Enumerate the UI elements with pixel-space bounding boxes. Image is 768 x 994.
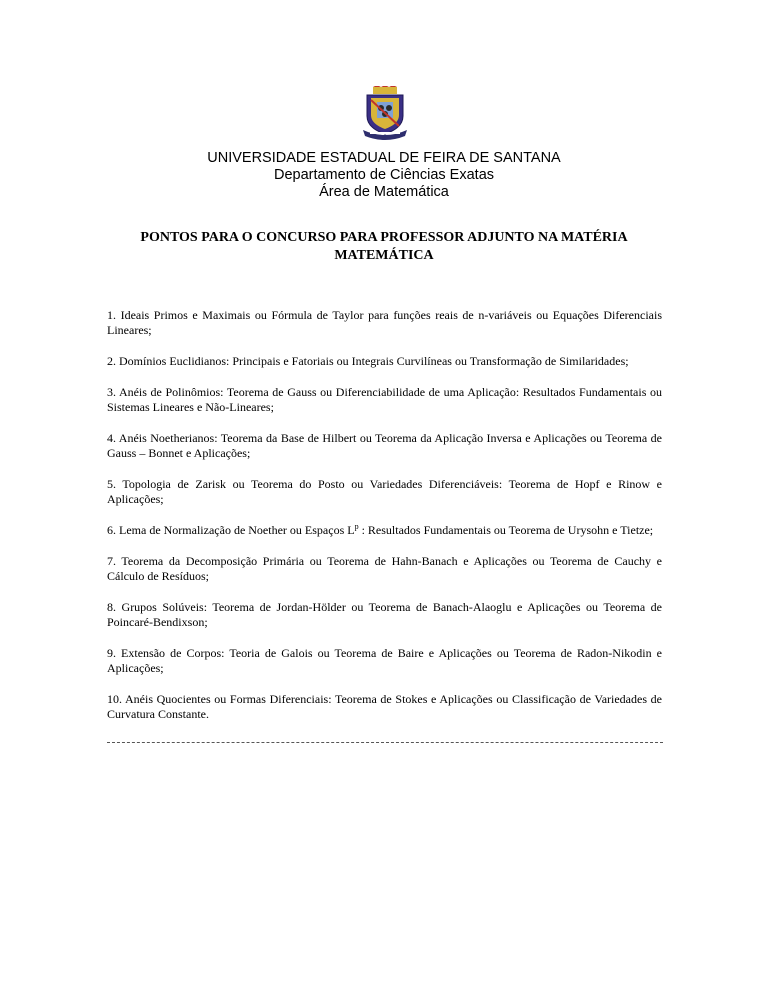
- topic-list: [107, 308, 662, 738]
- topic-item-3: 3. Anéis de Polinômios: Teorema de Gauss ou Diferenciabilidade de uma Aplicação: Resultados Fundamentais ou Sistemas Lineares e Não-Lineares;: [107, 385, 662, 414]
- institution-header: [0, 150, 768, 201]
- dashed-divider: [107, 742, 663, 743]
- topic-item-7: 7. Teorema da Decomposição Primária ou Teorema de Hahn-Banach e Aplicações ou Teorema de Cauchy e Cálculo de Resíduos;: [107, 554, 662, 583]
- topic-item-2: 2. Domínios Euclidianos: Principais e Fatoriais ou Integrais Curvilíneas ou Transformação de Similaridades;: [107, 354, 629, 368]
- area-name: Área de Matemática: [319, 184, 449, 200]
- university-crest-icon: [361, 86, 409, 140]
- topic-item-5: 5. Topologia de Zarisk ou Teorema do Posto ou Variedades Diferenciáveis: Teorema de Hopf e Rinow e Aplicações;: [107, 477, 662, 506]
- topic-item-6-superscript: p: [354, 522, 359, 531]
- department-name: Departamento de Ciências Exatas: [273, 167, 495, 183]
- topic-item-1: 1. Ideais Primos e Maximais ou Fórmula de Taylor para funções reais de n-variáveis ou Equações Diferenciais Lineares;: [107, 308, 662, 337]
- university-name: UNIVERSIDADE ESTADUAL DE FEIRA DE SANTANA: [207, 150, 561, 166]
- topic-item-9: 9. Extensão de Corpos: Teoria de Galois ou Teorema de Baire e Aplicações ou Teorema de Radon-Nikodin e Aplicações;: [107, 646, 662, 675]
- document-title: PONTOS PARA O CONCURSO PARA PROFESSOR ADJUNTO NA MATÉRIA MATEMÁTICA: [140, 230, 628, 263]
- topic-item-6: [107, 523, 662, 538]
- topic-item-6-before: 6. Lema de Normalização de Noether ou Espaços L: [107, 523, 355, 537]
- topic-item-6-after: : Resultados Fundamentais ou Teorema de Urysohn e Tietze;: [358, 523, 654, 537]
- topic-item-10: 10. Anéis Quocientes ou Formas Diferenciais: Teorema de Stokes e Aplicações ou Classificação de Variedades de Curvatura Constante.: [107, 692, 662, 721]
- topic-item-4: 4. Anéis Noetherianos: Teorema da Base de Hilbert ou Teorema da Aplicação Inversa e Aplicações ou Teorema de Gauss – Bonnet e Aplicações;: [107, 431, 662, 460]
- topic-item-8: 8. Grupos Solúveis: Teorema de Jordan-Hölder ou Teorema de Banach-Alaoglu e Aplicações ou Teorema de Poincaré-Bendixson;: [107, 600, 662, 629]
